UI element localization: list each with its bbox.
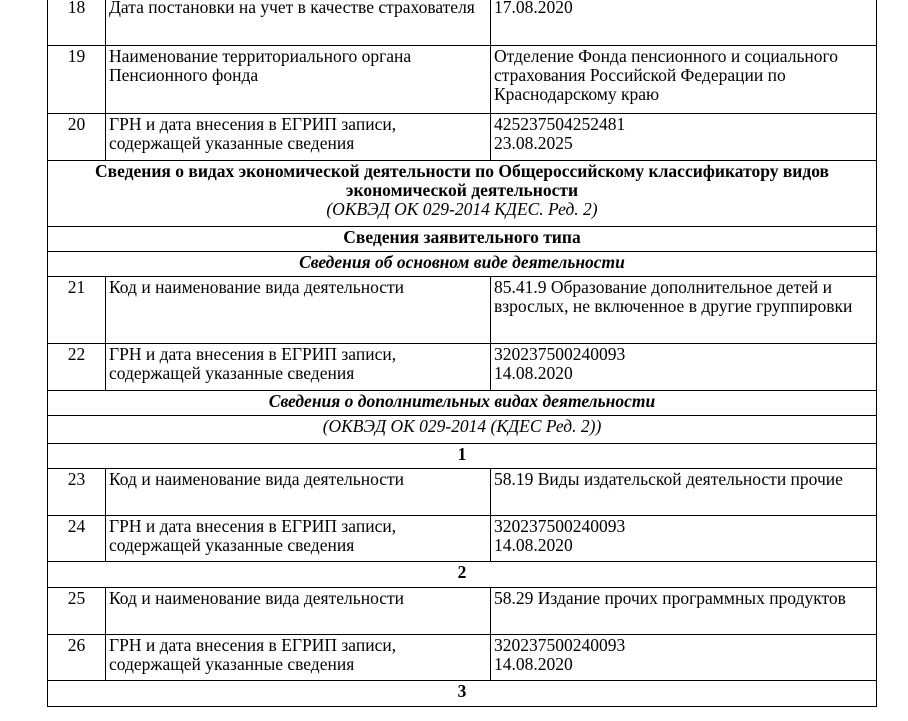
- okved-section-title: [48, 161, 877, 227]
- field-label: Наименование территориального органа Пенсионного фонда: [106, 46, 491, 114]
- field-label: Дата постановки на учет в качестве страхователя: [106, 0, 491, 46]
- row-number: 22: [48, 344, 106, 391]
- row-number: 24: [48, 516, 106, 562]
- field-value: 58.29 Издание прочих программных продуктов: [491, 588, 877, 635]
- okved-subtitle: (ОКВЭД ОК 029-2014 КДЕС. Ред. 2): [326, 199, 598, 219]
- row-number: 18: [48, 0, 106, 46]
- table-row: [48, 588, 877, 635]
- field-value: 17.08.2020: [491, 0, 877, 46]
- field-label: Код и наименование вида деятельности: [106, 588, 491, 635]
- table-row: [48, 0, 877, 46]
- additional-okved-subheader: (ОКВЭД ОК 029-2014 (КДЕС Ред. 2)): [48, 416, 877, 444]
- table-row: [48, 469, 877, 516]
- group-header: [48, 562, 877, 588]
- row-number: 20: [48, 114, 106, 161]
- row-number: 19: [48, 46, 106, 114]
- table-row: [48, 114, 877, 161]
- field-label: Код и наименование вида деятельности: [106, 469, 491, 516]
- declarative-header: Сведения заявительного типа: [48, 227, 877, 252]
- field-value: 58.19 Виды издательской деятельности прочие: [491, 469, 877, 516]
- additional-activities-header: Сведения о дополнительных видах деятельности: [48, 391, 877, 416]
- group-number: 2: [48, 562, 877, 588]
- row-number: 23: [48, 469, 106, 516]
- field-value: 85.41.9 Образование дополнительное детей и взрослых, не включенное в другие группировки: [491, 277, 877, 344]
- field-value: 320237500240093 14.08.2020: [491, 635, 877, 681]
- field-label: ГРН и дата внесения в ЕГРИП записи, содержащей указанные сведения: [106, 114, 491, 161]
- okved-title: Сведения о видах экономической деятельности по Общероссийскому классификатору видов экономической деятельности: [94, 161, 829, 200]
- field-value: Отделение Фонда пенсионного и социального страхования Российской Федерации по Краснодарскому краю: [491, 46, 877, 114]
- table-row: [48, 516, 877, 562]
- egrip-extract-table: [47, 0, 877, 707]
- table-row: [48, 635, 877, 681]
- section-header: [48, 161, 877, 227]
- field-label: ГРН и дата внесения в ЕГРИП записи, содержащей указанные сведения: [106, 344, 491, 391]
- field-label: ГРН и дата внесения в ЕГРИП записи, содержащей указанные сведения: [106, 516, 491, 562]
- field-label: ГРН и дата внесения в ЕГРИП записи, содержащей указанные сведения: [106, 635, 491, 681]
- section-header: [48, 227, 877, 252]
- section-header: [48, 391, 877, 416]
- row-number: 21: [48, 277, 106, 344]
- group-number: 3: [48, 681, 877, 707]
- main-activity-header: Сведения об основном виде деятельности: [48, 252, 877, 277]
- table-row: [48, 277, 877, 344]
- field-value: 425237504252481 23.08.2025: [491, 114, 877, 161]
- field-value: 320237500240093 14.08.2020: [491, 344, 877, 391]
- table-row: [48, 344, 877, 391]
- field-label: Код и наименование вида деятельности: [106, 277, 491, 344]
- group-header: [48, 444, 877, 469]
- group-number: 1: [48, 444, 877, 469]
- row-number: 26: [48, 635, 106, 681]
- section-header: [48, 416, 877, 444]
- row-number: 25: [48, 588, 106, 635]
- table-row: [48, 46, 877, 114]
- section-header: [48, 252, 877, 277]
- field-value: 320237500240093 14.08.2020: [491, 516, 877, 562]
- group-header: [48, 681, 877, 707]
